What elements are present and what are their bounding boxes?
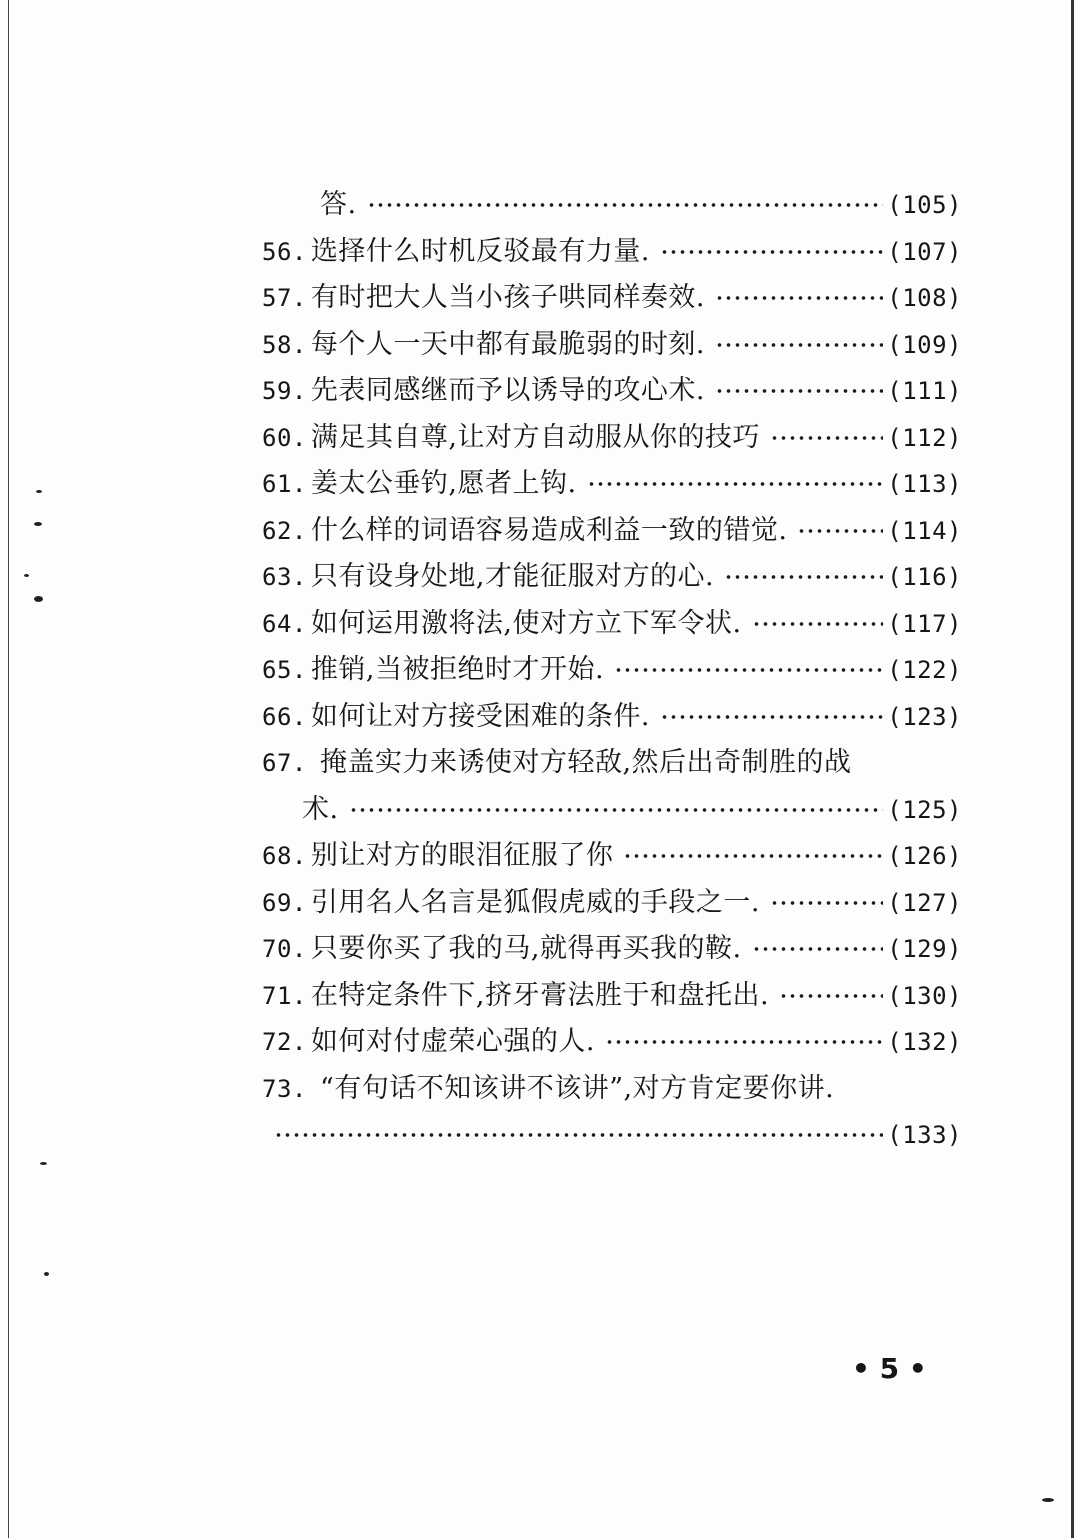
- toc-entry-title: 选择什么时机反驳最有力量.: [310, 235, 650, 267]
- scan-speck: [24, 574, 29, 577]
- toc-entry: [262, 508, 962, 555]
- dot-leader: [752, 946, 884, 952]
- toc-entry-title: 什么样的词语容易造成利益一致的错觉.: [310, 514, 788, 546]
- toc-entry-title: 先表同感继而予以诱导的攻心术.: [310, 375, 705, 406]
- toc-entry-number: 69.: [262, 888, 307, 917]
- toc-entry-page: (117): [887, 609, 962, 638]
- toc-entry-title: 满足其自尊,让对方自动服从你的技巧: [310, 421, 760, 453]
- toc-entry-page: (133): [887, 1121, 962, 1149]
- dot-leader: [587, 481, 884, 487]
- dot-leader: [715, 295, 883, 301]
- toc-entry-number: 59.: [262, 377, 307, 405]
- scan-speck: [40, 1162, 47, 1165]
- toc-entry-page: (132): [887, 1028, 962, 1056]
- toc-entry-page: (125): [887, 795, 962, 824]
- toc-entry-number: 72.: [262, 1028, 307, 1056]
- toc-entry-number: 71.: [262, 981, 307, 1010]
- toc-entry-number: 57.: [262, 284, 307, 312]
- toc-entry-continuation: [262, 787, 962, 834]
- toc-entry-title: “有句话不知该讲不该讲”,对方肯定要你讲.: [319, 1072, 835, 1104]
- toc-entry: [262, 833, 962, 880]
- toc-entry-title: 术.: [302, 793, 339, 825]
- toc-entry-number: 58.: [262, 330, 307, 359]
- toc-entry-number: 64.: [262, 609, 307, 638]
- scan-speck: [44, 1272, 49, 1276]
- toc-entry: [262, 973, 962, 1020]
- toc-entry-title: 掩盖实力来诱使对方轻敌,然后出奇制胜的战: [319, 747, 852, 778]
- toc-entry-title: 只要你买了我的马,就得再买我的鞍.: [310, 933, 742, 964]
- toc-entry-page: (127): [887, 888, 962, 917]
- toc-entry-title: 有时把大人当小孩子哄同样奏效.: [310, 282, 705, 313]
- toc-entry-page: (111): [887, 377, 962, 405]
- dot-leader: [770, 900, 883, 906]
- toc-entry-page: (122): [887, 656, 962, 684]
- toc-entry-page: (105): [887, 191, 962, 219]
- dot-leader: [614, 667, 883, 673]
- toc-entry: [262, 880, 962, 927]
- toc-entry-number: 65.: [262, 656, 307, 684]
- toc-entry-title: 引用名人名言是狐假虎威的手段之一.: [310, 886, 760, 918]
- toc-entry-title: 答.: [320, 189, 357, 220]
- toc-entry-page: (123): [887, 702, 962, 731]
- toc-entry-number: 73.: [262, 1074, 307, 1103]
- toc-entry-page: (114): [887, 516, 962, 545]
- dot-leader: [715, 342, 883, 348]
- toc-entry-title: 在特定条件下,挤牙膏法胜于和盘托出.: [310, 979, 770, 1011]
- toc-entry-page: (116): [887, 563, 962, 591]
- toc-entry-title: 别让对方的眼泪征服了你: [310, 840, 614, 871]
- toc-entry-title: 如何让对方接受困难的条件.: [310, 700, 650, 732]
- toc-entry-title: 姜太公垂钓,愿者上钩.: [310, 468, 577, 499]
- dot-leader: [349, 807, 884, 813]
- dot-leader: [724, 574, 883, 580]
- toc-entry: [262, 1066, 962, 1113]
- toc-entry-page: (113): [887, 470, 962, 498]
- table-of-contents: [262, 182, 962, 1159]
- dot-leader: [605, 1039, 883, 1045]
- toc-entry-page: (109): [887, 330, 962, 359]
- toc-entry: [262, 368, 962, 415]
- scan-speck: [34, 596, 43, 602]
- toc-entry: [262, 554, 962, 601]
- scan-speck: [36, 490, 42, 493]
- dot-leader: [797, 528, 883, 534]
- toc-entry: [262, 1019, 962, 1066]
- toc-entry: [262, 415, 962, 462]
- toc-entry-continuation: [262, 1112, 962, 1159]
- toc-entry-title: 如何运用激将法,使对方立下军令状.: [310, 607, 742, 639]
- toc-entry: [262, 229, 962, 276]
- dot-leader: [660, 249, 883, 255]
- toc-entry-title: 只有设身处地,才能征服对方的心.: [310, 561, 715, 592]
- toc-entry: [262, 601, 962, 648]
- dot-leader: [367, 202, 884, 208]
- toc-entry-page: (108): [887, 284, 962, 312]
- toc-entry-page: (107): [887, 237, 962, 266]
- toc-entry-page: (126): [887, 842, 962, 870]
- toc-entry-page: (130): [887, 981, 962, 1010]
- toc-entry: [262, 647, 962, 694]
- toc-entry-number: 62.: [262, 516, 307, 545]
- dot-leader: [779, 993, 883, 999]
- toc-entry: [262, 740, 962, 787]
- scan-speck: [1042, 1498, 1054, 1502]
- toc-entry-number: 66.: [262, 702, 307, 731]
- dot-leader: [660, 714, 883, 720]
- toc-entry-number: 67.: [262, 749, 307, 777]
- toc-entry-title: 每个人一天中都有最脆弱的时刻.: [310, 328, 705, 360]
- toc-entry: [262, 322, 962, 369]
- scan-right-edge: [1071, 0, 1074, 1538]
- toc-entry: [262, 926, 962, 973]
- scan-speck: [34, 522, 42, 526]
- toc-entry-title: 如何对付虚荣心强的人.: [310, 1026, 595, 1057]
- toc-entry-page: (112): [887, 423, 962, 452]
- dot-leader: [274, 1132, 883, 1138]
- toc-entry-number: 61.: [262, 470, 307, 498]
- toc-entry-number: 70.: [262, 935, 307, 963]
- toc-entry: [262, 275, 962, 322]
- dot-leader: [715, 388, 883, 394]
- dot-leader: [752, 621, 884, 627]
- toc-entry: [262, 182, 962, 229]
- toc-entry: [262, 461, 962, 508]
- toc-entry-number: 68.: [262, 842, 307, 870]
- dot-leader: [623, 853, 883, 859]
- toc-entry-title: 推销,当被拒绝时才开始.: [310, 654, 605, 685]
- scan-left-edge: [8, 0, 9, 1538]
- toc-entry: [262, 694, 962, 741]
- toc-entry-number: 56.: [262, 237, 307, 266]
- dot-leader: [770, 435, 883, 441]
- page-number: • 5 •: [852, 1352, 927, 1385]
- toc-entry-number: 60.: [262, 423, 307, 452]
- toc-entry-number: 63.: [262, 563, 307, 591]
- toc-entry-page: (129): [887, 935, 962, 963]
